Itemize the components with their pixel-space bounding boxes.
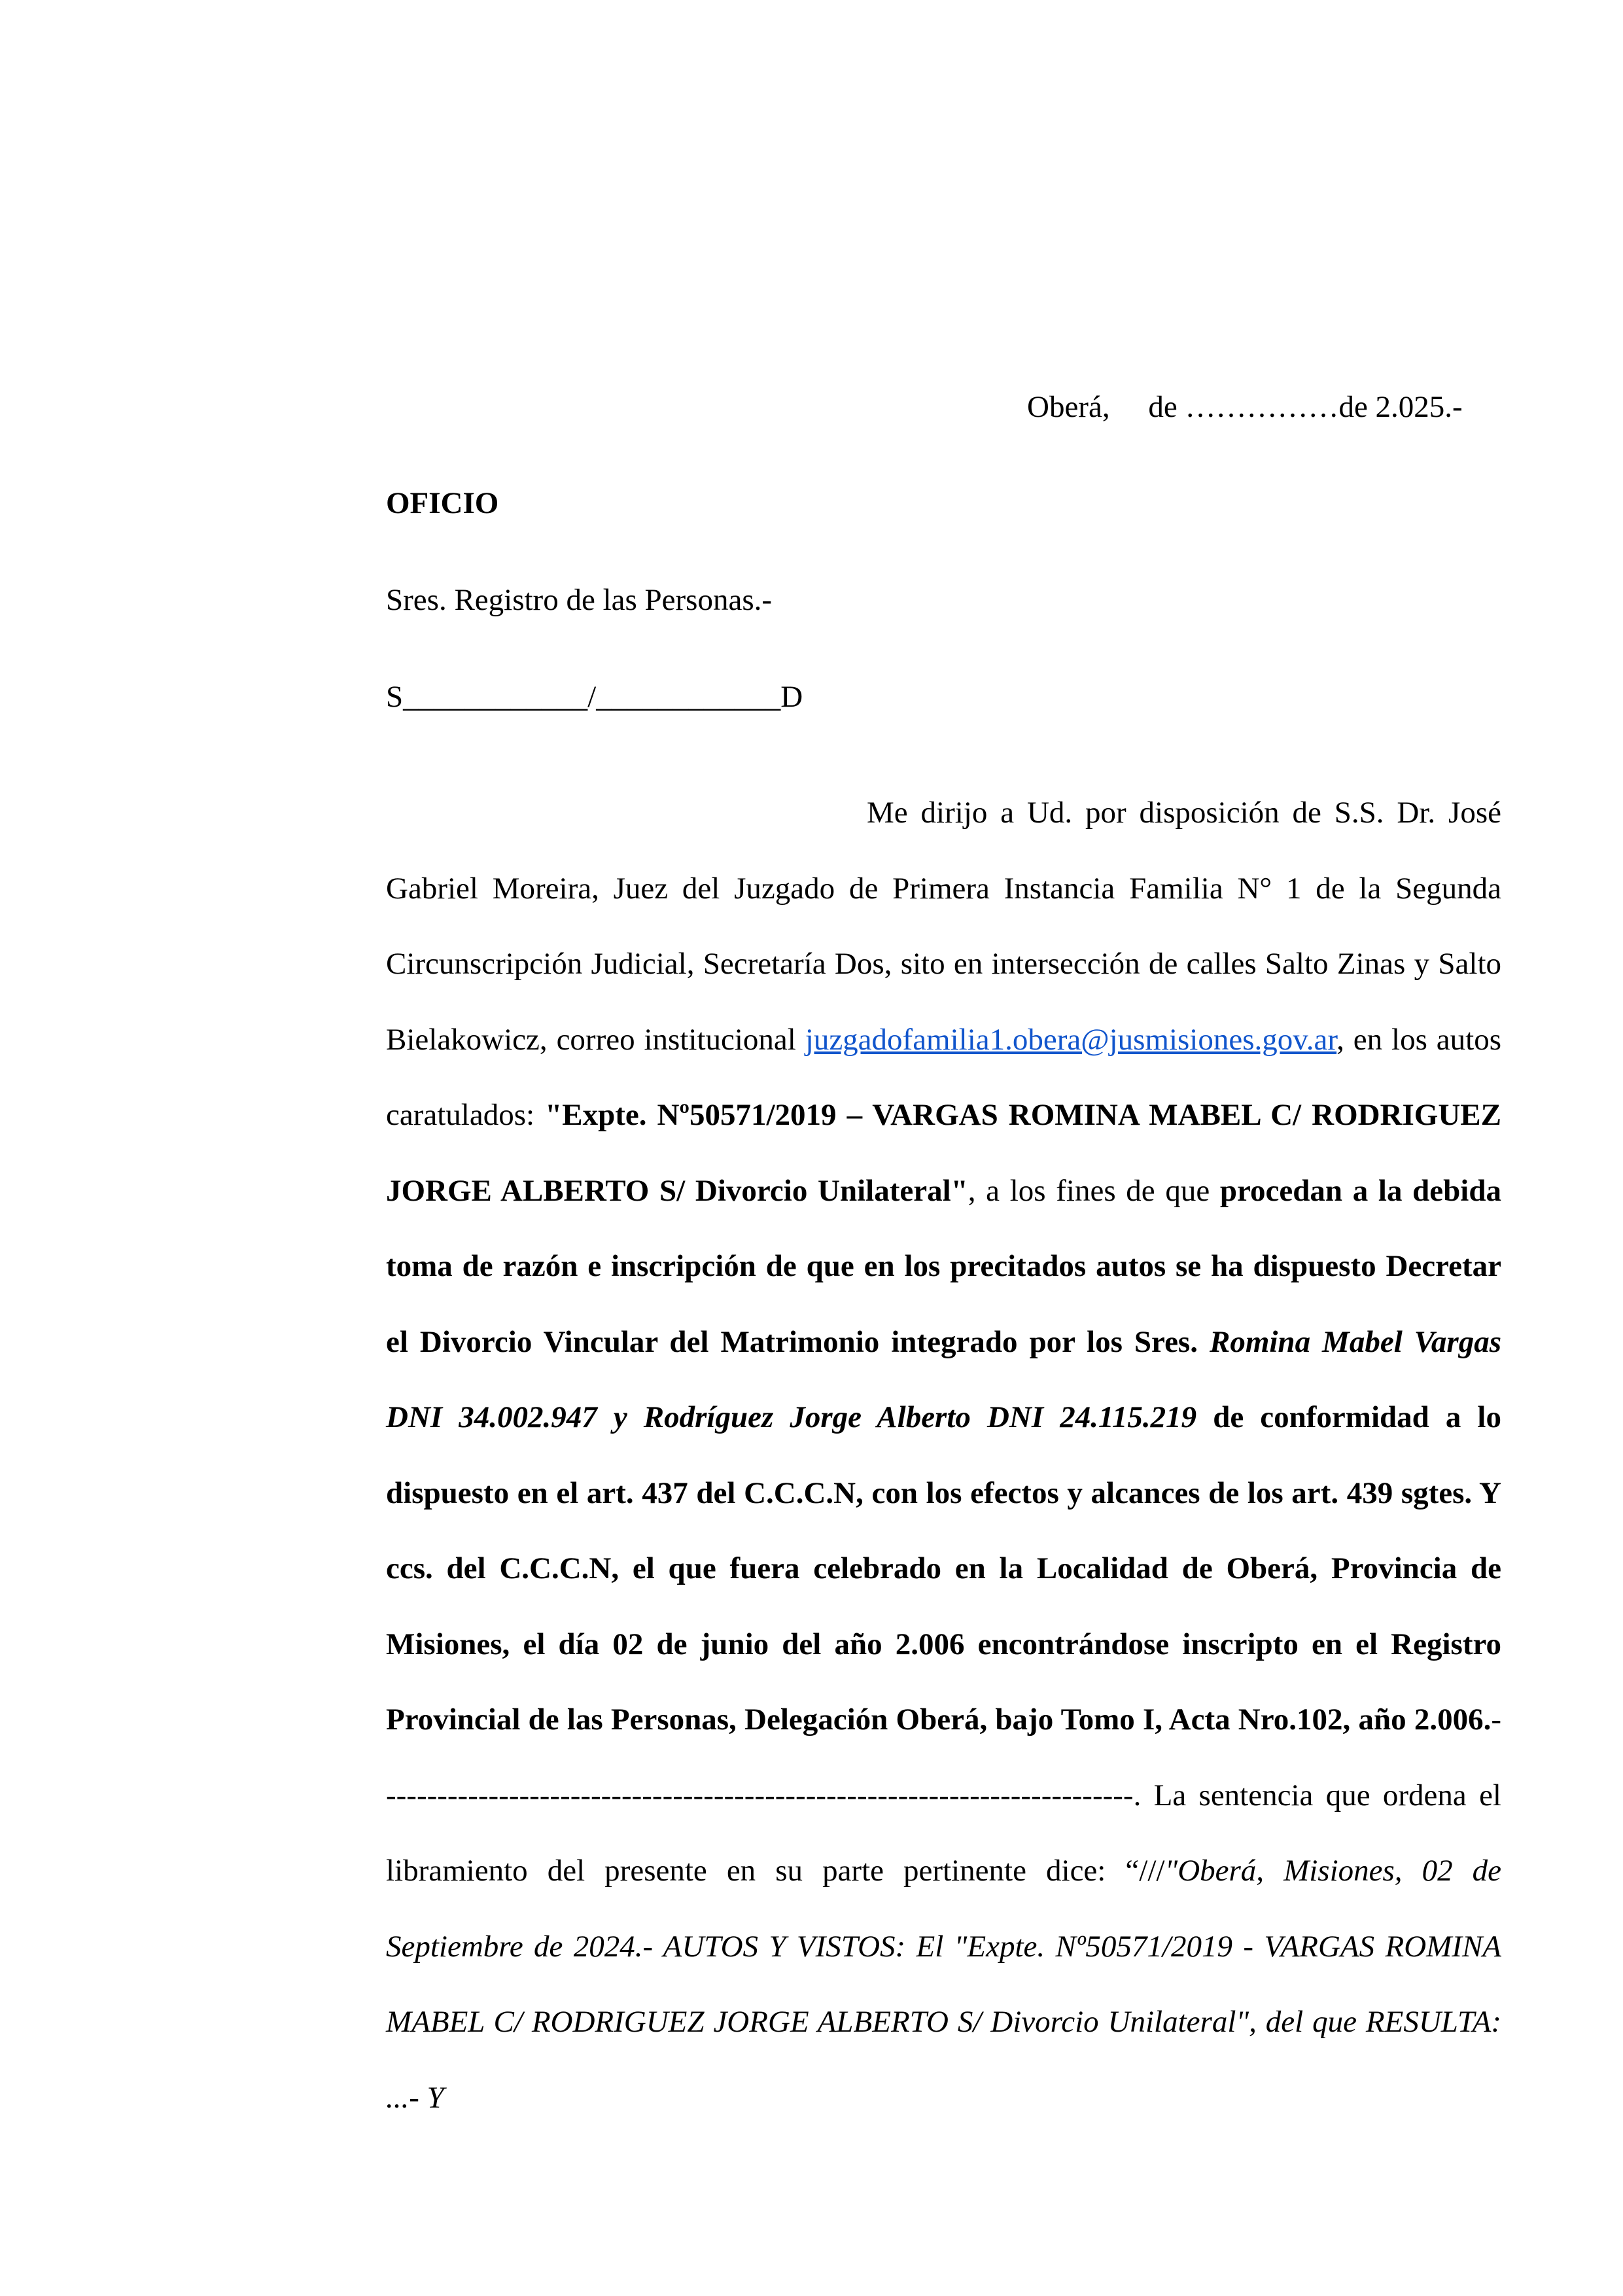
body-text-sentence: . La sentencia que ordena el libramiento del presente en su parte pertinente dice: “/// — [386, 1778, 1501, 1888]
institutional-email-link[interactable]: juzgadofamilia1.obera@jusmisiones.gov.ar — [805, 1022, 1337, 1057]
body-text-fines: , a los fines de que — [968, 1173, 1220, 1208]
parties-names: Romina Mabel Vargas DNI 34.002.947 y Rodríguez Jorge Alberto DNI 24.115.219 — [386, 1324, 1501, 1434]
dash-filler: -------------------------------------------------------------------------- — [386, 1703, 1501, 1812]
sentence-quote: "Oberá, Misiones, 02 de Septiembre de 2024.- AUTOS Y VISTOS: El "Expte. Nº50571/2019 - VARGAS ROMINA MABEL C/ RODRIGUEZ JORGE ALBERTO S/ Divorcio Unilateral", del que RESULTA: ...- Y — [386, 1854, 1502, 2115]
body-text-order: procedan a la debida toma de razón e inscripción de que en los precitados autos se ha dispuesto Decretar el Divorcio Vincular del Matrimonio integrado por los Sres. — [386, 1173, 1502, 1359]
body-text-registry: de conformidad a lo dispuesto en el art. 437 del C.C.C.N, con los efectos y alcances de los art. 439 sgtes. Y ccs. del C.C.C.N, el que fuera celebrado en la Localidad de Oberá, Provincia de Misiones, el día 02 de junio del año 2.006 encontrándose inscripto en el Registro Provincial de las Personas, Delegación Oberá, bajo Tomo I, Acta Nro.102, año 2.006. — [386, 1400, 1501, 1737]
date-city: Oberá, — [1027, 390, 1110, 424]
date-rest: de ……………de 2.025.- — [1148, 390, 1463, 424]
document-title: OFICIO — [386, 486, 499, 520]
body-paragraph — [386, 775, 1501, 2136]
salutation-sd-line: S____________/____________D — [386, 680, 803, 714]
date-line — [1027, 389, 1463, 425]
body-text-intro: Me dirijo a Ud. por disposición de S.S. Dr. José Gabriel Moreira, Juez del Juzgado de Primera Instancia Familia N° 1 de la Segunda Circunscripción Judicial, Secretaría Dos, sito en intersección de calles Salto Zinas y Salto Bielakowicz, correo institucional — [386, 796, 1501, 1057]
addressee: Sres. Registro de las Personas.- — [386, 583, 773, 617]
body-text-autos: , en los autos caratulados: — [386, 1022, 1501, 1132]
case-title: "Expte. Nº50571/2019 – VARGAS ROMINA MABEL C/ RODRIGUEZ JORGE ALBERTO S/ Divorcio Unilateral" — [386, 1098, 1502, 1208]
